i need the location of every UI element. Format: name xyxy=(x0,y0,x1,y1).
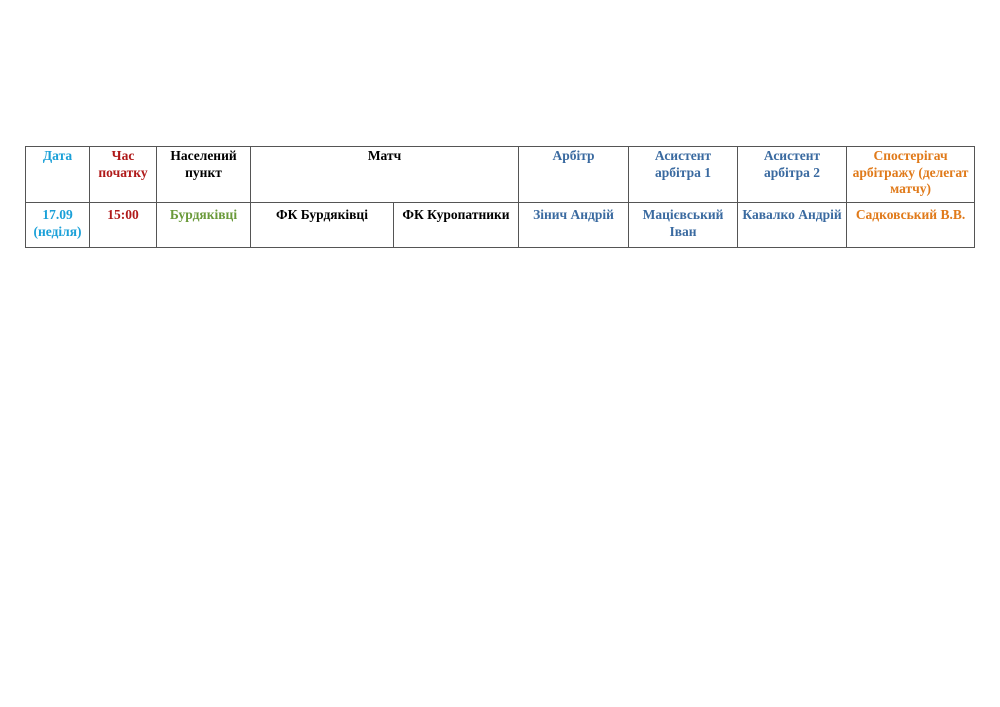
header-assistant-2: Асистент арбітра 2 xyxy=(738,147,847,203)
header-date: Дата xyxy=(26,147,90,203)
cell-assistant-1: Мацієвський Іван xyxy=(629,203,738,248)
cell-assistant-2: Кавалко Андрій xyxy=(738,203,847,248)
cell-locality: Бурдяківці xyxy=(157,203,251,248)
cell-referee: Зінич Андрій xyxy=(519,203,629,248)
cell-away-team: ФК Куропатники xyxy=(394,203,519,248)
cell-date xyxy=(26,203,90,248)
cell-time: 15:00 xyxy=(90,203,157,248)
header-referee: Арбітр xyxy=(519,147,629,203)
table-row xyxy=(26,203,975,248)
header-observer: Спостерігач арбітражу (делегат матчу) xyxy=(847,147,975,203)
header-assistant-1: Асистент арбітра 1 xyxy=(629,147,738,203)
header-match: Матч xyxy=(251,147,519,203)
table-header-row xyxy=(26,147,975,203)
date-value: 17.09 xyxy=(42,207,73,222)
header-locality: Населений пункт xyxy=(157,147,251,203)
match-schedule-table xyxy=(25,146,975,248)
header-start-time: Час початку xyxy=(90,147,157,203)
cell-home-team: ФК Бурдяківці xyxy=(251,203,394,248)
weekday-value: (неділя) xyxy=(33,223,82,239)
cell-observer: Садковський В.В. xyxy=(847,203,975,248)
